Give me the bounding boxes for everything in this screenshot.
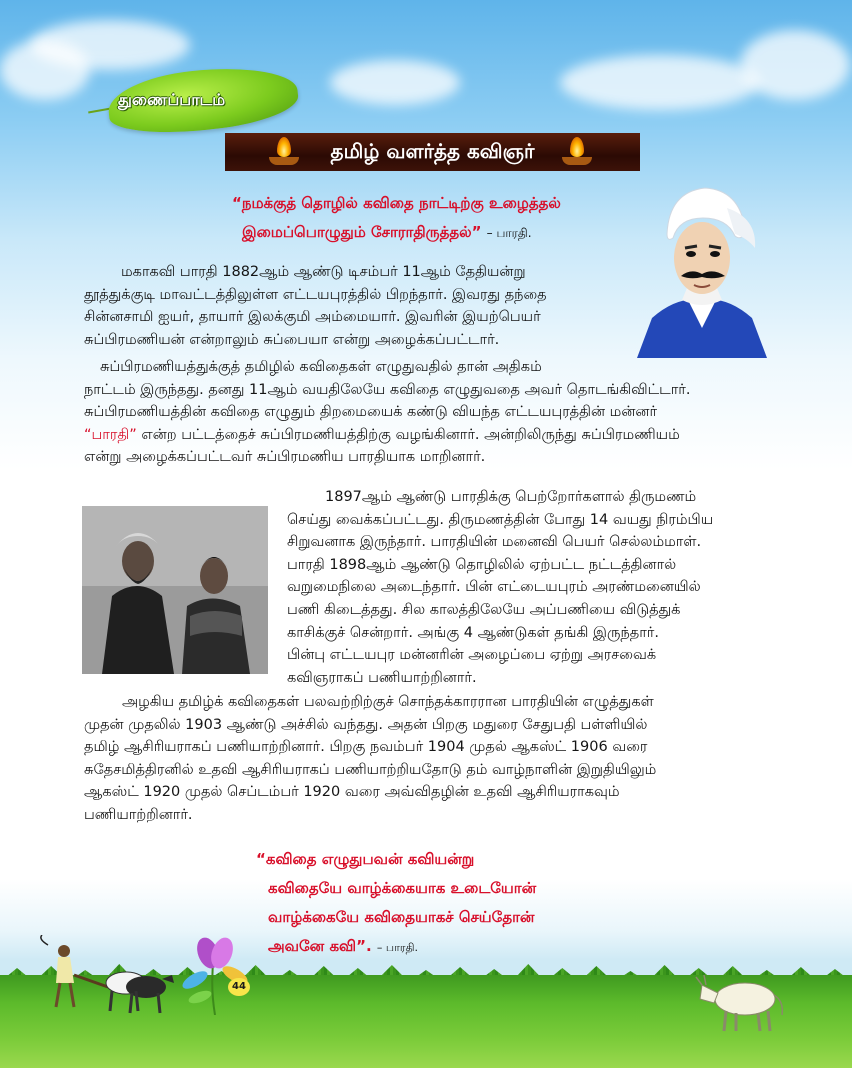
quote-line-text: அவனே கவி”. xyxy=(268,937,372,955)
oil-lamp-base xyxy=(562,157,592,165)
paragraph-career xyxy=(84,691,778,827)
text-line: நாட்டம் இருந்தது. தனது 11ஆம் வயதிலேயே கவிதை எழுதுவதை அவர் தொடங்கிவிட்டார். xyxy=(84,381,691,398)
cloud xyxy=(560,55,760,110)
text-line: பின்பு எட்டயபுர மன்னரின் அழைப்பை ஏற்று அரசவைக் xyxy=(287,647,657,664)
text-line: தூத்துக்குடி மாவட்டத்திலுள்ள எட்டயபுரத்தில் பிறந்தார். இவரது தந்தை xyxy=(84,286,547,303)
text-line xyxy=(84,424,778,447)
quote-line xyxy=(256,932,616,962)
text-line: வறுமைநிலை அடைந்தார். பின் எட்டையபுரம் அரண்மனையில் xyxy=(287,579,701,596)
oil-lamp-base xyxy=(269,157,299,165)
page-title: தமிழ் வளர்த்த கவிஞர் xyxy=(330,138,535,163)
paragraph-birth xyxy=(84,261,624,351)
flower-decoration xyxy=(180,935,250,1015)
text-line: ஆகஸ்ட் 1920 முதல் செப்டம்பர் 1920 வரை அவ்விதழின் உதவி ஆசிரியராகவும் xyxy=(84,784,620,801)
closing-quote xyxy=(256,845,616,962)
text-line: சிறுவனாக இருந்தார். பாரதியின் மனைவி பெயர் செல்லம்மாள். xyxy=(287,534,702,551)
text-line: பணியாற்றினார். xyxy=(84,806,193,823)
text-line: சுப்பிரமணியத்துக்குத் தமிழில் கவிதைகள் எழுதுவதில் தான் அதிகம் xyxy=(100,359,542,375)
quote-attribution: – பாரதி. xyxy=(486,226,532,240)
cloud xyxy=(0,40,90,100)
bharathi-portrait xyxy=(627,178,777,358)
page-number: 44 xyxy=(228,978,250,996)
oil-lamp-icon xyxy=(570,137,584,157)
quote-line: “நமக்குத் தொழில் கவிதை நாட்டிற்கு உழைத்தல் xyxy=(232,194,561,212)
text-line: 1897ஆம் ஆண்டு பாரதிக்கு பெற்றோர்களால் திருமணம் xyxy=(325,489,697,505)
cloud xyxy=(330,60,460,105)
bharathi-title-highlight: “பாரதி” xyxy=(84,426,137,443)
text-line: முதன் முதலில் 1903 ஆண்டு அச்சில் வந்தது. அதன் பிறகு மதுரை சேதுபதி பள்ளியில் xyxy=(84,716,648,733)
text-line: பணி கிடைத்தது. சில காலத்திலேயே அப்பணியை விடுத்துக் xyxy=(287,601,681,618)
title-band xyxy=(225,133,640,171)
text-line: காசிக்குச் சென்றார். அங்கு 4 ஆண்டுகள் தங்கி இருந்தார். xyxy=(287,624,659,641)
paragraph-marriage xyxy=(287,486,779,689)
quote-line xyxy=(232,218,652,248)
quote-line: வாழ்க்கையே கவிதையாகச் செய்தோன் xyxy=(268,908,535,926)
text-line: சின்னசாமி ஐயர், தாயார் இலக்குமி அம்மையார். இவரின் இயற்பெயர் xyxy=(84,309,541,326)
text-line: என்று அழைக்கப்பட்டவர் சுப்பிரமணிய பாரதியாக மாறினார். xyxy=(84,449,486,466)
opening-quote xyxy=(232,189,652,248)
text-line: சுப்பிரமணியத்தின் கவிதை எழுதும் திறமையைக் கண்டு வியந்த எட்டயபுரத்தின் மன்னர் xyxy=(84,404,658,421)
quote-line: கவிதையே வாழ்க்கையாக உடையோன் xyxy=(268,879,537,897)
text-line: அழகிய தமிழ்க் கவிதைகள் பலவற்றிற்குச் சொந்தக்காரரான பாரதியின் எழுத்துகள் xyxy=(122,694,654,710)
cloud xyxy=(740,30,850,100)
oil-lamp-icon xyxy=(277,137,291,157)
quote-line: “கவிதை எழுதுபவன் கவியன்று xyxy=(256,850,475,868)
text-line: பாரதி 1898ஆம் ஆண்டு தொழிலில் ஏற்பட்ட நட்டத்தினால் xyxy=(287,556,677,573)
text-line: கவிஞராகப் பணியாற்றினார். xyxy=(287,669,477,686)
text-line: சுதேசமித்திரனில் உதவி ஆசிரியராகப் பணியாற்றியதோடு தம் வாழ்நாளின் இறுதியிலும் xyxy=(84,761,657,778)
text-line: மகாகவி பாரதி 1882ஆம் ஆண்டு டிசம்பர் 11ஆம் தேதியன்று xyxy=(121,264,526,280)
cow-illustration xyxy=(690,965,790,1035)
quote-attribution: – பாரதி. xyxy=(376,941,419,954)
farmer-ploughing-illustration xyxy=(38,935,178,1025)
text-line: சுப்பிரமணியன் என்றாலும் சுப்பையா என்று அழைக்கப்பட்டார். xyxy=(84,331,500,348)
section-label: துணைப்பாடம் xyxy=(118,90,226,109)
paragraph-poetry xyxy=(84,356,778,469)
quote-line-text: இமைப்பொழுதும் சோராதிருத்தல்” xyxy=(242,223,482,241)
text-line-rest: என்ற பட்டத்தைச் சுப்பிரமணியத்திற்கு வழங்கினார். அன்றிலிருந்து சுப்பிரமணியம் xyxy=(136,426,680,443)
bharathi-couple-photo xyxy=(82,506,268,674)
text-line: தமிழ் ஆசிரியராகப் பணியாற்றினார். பிறகு நவம்பர் 1904 முதல் ஆகஸ்ட் 1906 வரை xyxy=(84,739,648,756)
text-line: செய்து வைக்கப்பட்டது. திருமணத்தின் போது 14 வயது நிரம்பிய xyxy=(287,511,714,528)
